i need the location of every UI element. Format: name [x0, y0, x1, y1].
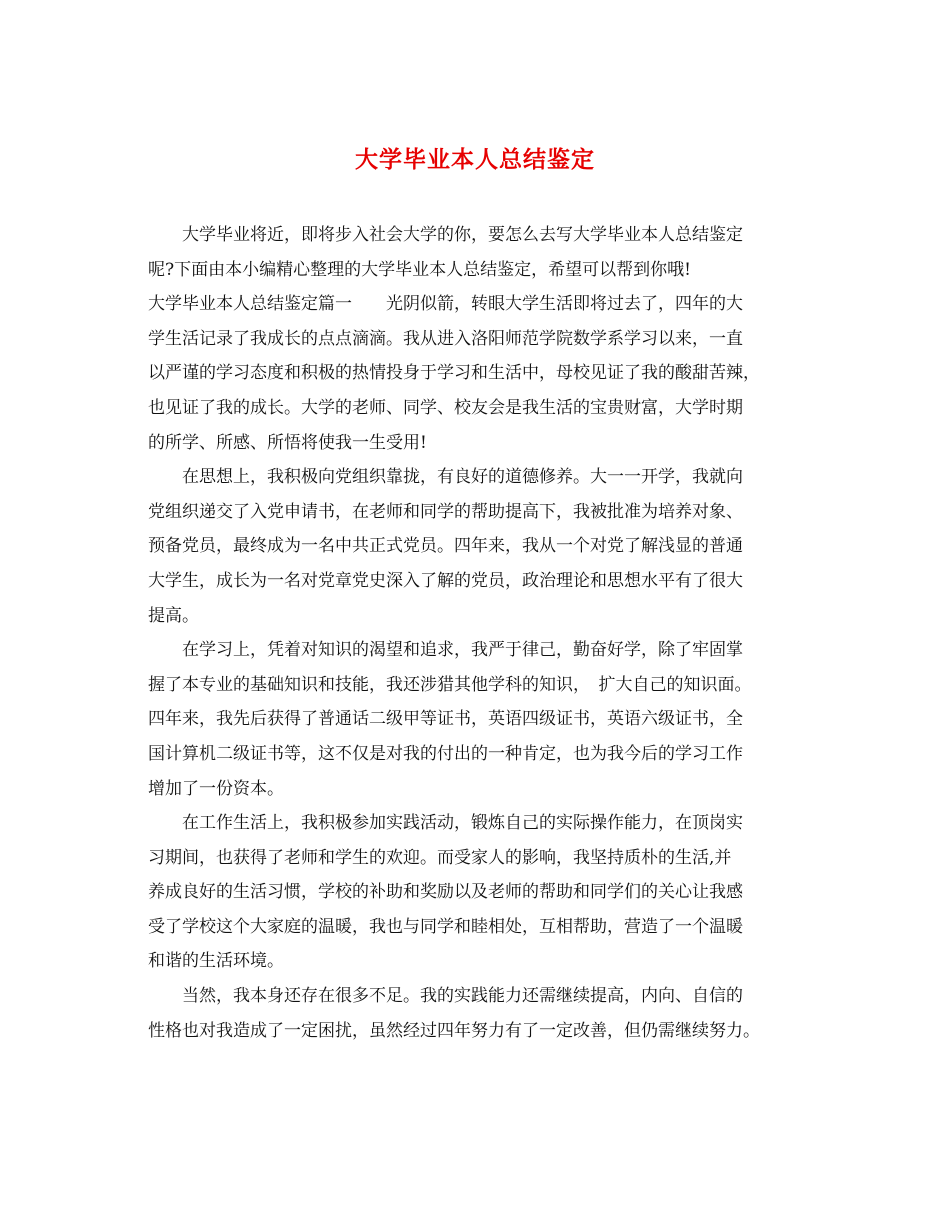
paragraph-line: 养成良好的生活习惯，学校的补助和奖励以及老师的帮助和同学们的关心让我感 — [148, 882, 743, 903]
paragraph-line: 大学毕业将近，即将步入社会大学的你，要怎么去写大学毕业本人总结鉴定 — [182, 225, 743, 245]
paragraph-line: 预备党员，最终成为一名中共正式党员。四年来，我从一个对党了解浅显的普通 — [148, 536, 743, 557]
paragraph-line: 学生活记录了我成长的点点滴滴。我从进入洛阳师范学院数学系学习以来，一直 — [148, 328, 743, 349]
paragraph-line: 当然，我本身还存在很多不足。我的实践能力还需继续提高，内向、自信的 — [182, 986, 743, 1007]
paragraph — [148, 460, 813, 633]
paragraph-line: 以严谨的学习态度和积极的热情投身于学习和生活中，母校见证了我的酸甜苦辣， — [148, 363, 760, 384]
paragraph-line: 受了学校这个大家庭的温暖，我也与同学和睦相处，互相帮助，营造了一个温暖 — [148, 916, 743, 937]
paragraph-line: 在思想上，我积极向党组织靠拢，有良好的道德修养。大一一开学，我就向 — [182, 467, 743, 488]
paragraph-line: 呢?下面由本小编精心整理的大学毕业本人总结鉴定，希望可以帮到你哦! — [148, 259, 691, 280]
paragraph-line: 党组织递交了入党申请书，在老师和同学的帮助提高下，我被批准为培养对象、 — [148, 501, 743, 522]
paragraph — [148, 287, 813, 460]
paragraph — [148, 979, 813, 1048]
paragraph-line: 性格也对我造成了一定困扰，虽然经过四年努力有了一定改善，但仍需继续努力。 — [148, 1020, 760, 1041]
paragraph-line: 和谐的生活环境。 — [148, 951, 284, 972]
paragraph — [148, 633, 813, 806]
paragraph-line: 增加了一份资本。 — [148, 778, 284, 799]
paragraph-line: 国计算机二级证书等，这不仅是对我的付出的一种肯定，也为我今后的学习工作 — [148, 743, 743, 764]
document-title: 大学毕业本人总结鉴定 — [355, 147, 595, 173]
paragraph-line: 提高。 — [148, 605, 199, 626]
paragraph-line: 在学习上，凭着对知识的渴望和追求，我严于律己，勤奋好学，除了牢固掌 — [182, 640, 743, 661]
paragraph-line: 也见证了我的成长。大学的老师、同学、校友会是我生活的宝贵财富，大学时期 — [148, 397, 743, 418]
paragraph — [148, 218, 813, 287]
paragraph-line: 四年来，我先后获得了普通话二级甲等证书，英语四级证书，英语六级证书，全 — [148, 709, 743, 730]
paragraph — [148, 806, 813, 979]
paragraph-line: 握了本专业的基础知识和技能，我还涉猎其他学科的知识， 扩大自己的知识面。 — [148, 674, 752, 695]
paragraph-line: 在工作生活上，我积极参加实践活动，锻炼自己的实际操作能力，在顶岗实 — [182, 813, 743, 834]
paragraph-line: 大学毕业本人总结鉴定篇一 光阴似箭，转眼大学生活即将过去了，四年的大 — [148, 294, 743, 315]
paragraph-line: 的所学、所感、所悟将使我一生受用! — [148, 432, 427, 453]
document-body — [148, 218, 813, 1048]
paragraph-line: 大学生，成长为一名对党章党史深入了解的党员，政治理论和思想水平有了很大 — [148, 570, 743, 591]
paragraph-line: 习期间，也获得了老师和学生的欢迎。而受家人的影响，我坚持质朴的生活,并 — [148, 847, 732, 868]
